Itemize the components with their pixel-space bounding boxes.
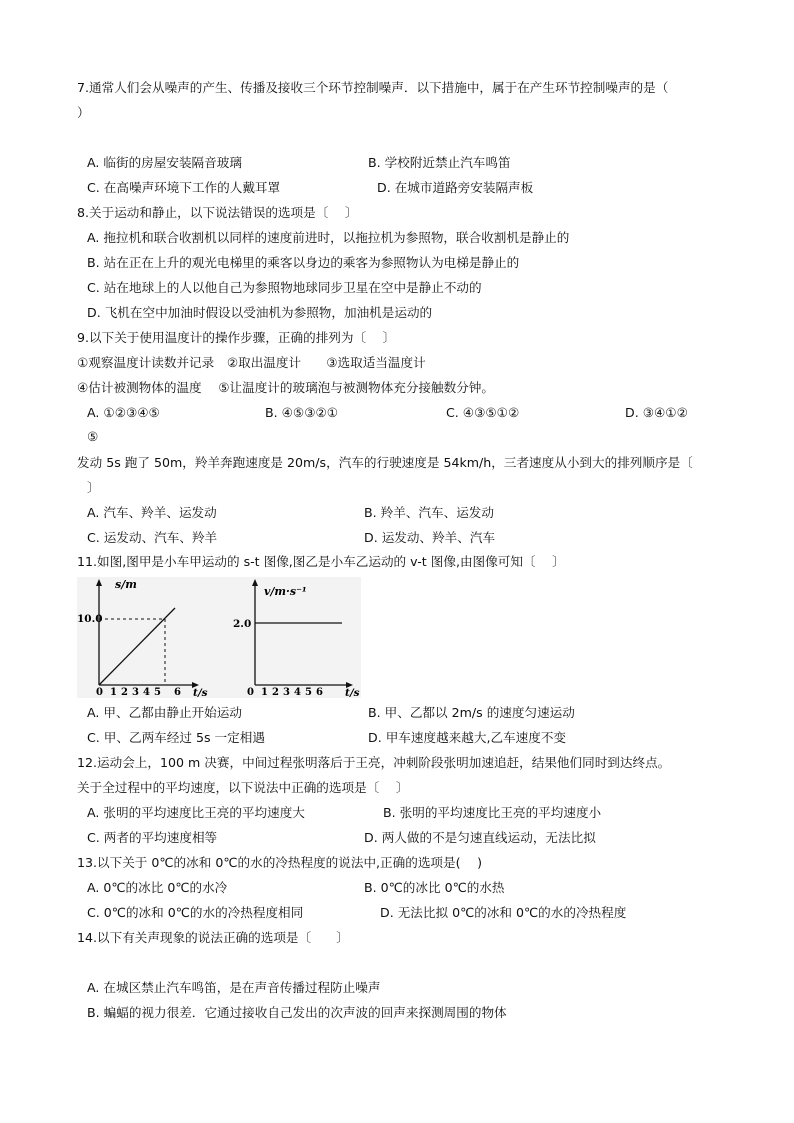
s-t-xtick-4: 4 (143, 687, 150, 698)
q7-option-c: C. 在高噪声环境下工作的人戴耳罩 (87, 180, 281, 195)
q7-option-b: B. 学校附近禁止汽车鸣笛 (368, 155, 511, 170)
q8-stem: 8.关于运动和静止，以下说法错误的选项是〔 〕 (77, 205, 358, 220)
v-t-graph (233, 579, 360, 698)
v-t-xtick-0: 0 (247, 687, 254, 698)
v-t-xtick-4: 4 (294, 687, 301, 698)
v-t-xtick-1: 1 (261, 687, 268, 698)
v-t-xtick-3: 3 (283, 687, 290, 698)
q8-option-c: C. 站在地球上的人以他自己为参照物地球同步卫星在空中是静止不动的 (87, 280, 482, 295)
q7-stem-line1: 7.通常人们会从噪声的产生、传播及接收三个环节控制噪声．以下措施中，属于在产生环节控制噪声的是（ (77, 80, 669, 95)
q11-option-d: D. 甲车速度越来越大,乙车速度不变 (368, 730, 567, 745)
v-t-y-arrow (252, 579, 258, 586)
q12-option-a: A. 张明的平均速度比王亮的平均速度大 (87, 805, 305, 820)
q8-option-b: B. 站在正在上升的观光电梯里的乘客以身边的乘客为参照物认为电梯是静止的 (87, 255, 520, 270)
q11-stem: 11.如图,图甲是小车甲运动的 s-t 图像,图乙是小车乙运动的 v-t 图像,由图像可知〔 〕 (77, 554, 565, 569)
q8-option-d: D. 飞机在空中加油时假设以受油机为参照物，加油机是运动的 (87, 305, 433, 320)
q13-option-c: C. 0℃的冰和 0℃的水的冷热程度相同 (87, 905, 304, 920)
q9-option-d: D. ③④①② (625, 405, 688, 420)
q11-graphs-figure (77, 577, 361, 698)
q10-option-d: D. 运发动、羚羊、汽车 (364, 530, 496, 545)
q13-option-d: D. 无法比拟 0℃的冰和 0℃的水的冷热程度 (380, 905, 627, 920)
q10-option-a: A. 汽车、羚羊、运发动 (87, 505, 217, 520)
q7-option-d: D. 在城市道路旁安装隔声板 (377, 180, 534, 195)
q13-option-b: B. 0℃的冰比 0℃的水热 (364, 880, 505, 895)
q12-stem-line2: 关于全过程中的平均速度，以下说法中正确的选项是〔 〕 (77, 780, 409, 795)
q9-option-d-wrap: ⑤ (87, 429, 99, 444)
q11-option-c: C. 甲、乙两车经过 5s 一定相遇 (87, 730, 265, 745)
q14-option-b: B. 蝙蝠的视力很差．它通过接收自己发出的次声波的回声来探测周围的物体 (87, 1005, 507, 1020)
v-t-xtick-2: 2 (272, 687, 279, 698)
q7-stem-line2: ） (77, 105, 90, 120)
q10-stem-line2: 〕 (87, 480, 100, 495)
q12-option-c: C. 两者的平均速度相等 (87, 830, 218, 845)
v-t-ylabel: v/m·s⁻¹ (264, 585, 307, 598)
s-t-line (99, 608, 175, 685)
q10-option-b: B. 羚羊、汽车、运发动 (364, 505, 494, 520)
s-t-xlabel: t/s (193, 687, 208, 698)
q9-option-b: B. ④⑤③②① (265, 405, 339, 420)
q9-steps-line1: ①观察温度计读数并记录 ②取出温度计 ③选取适当温度计 (77, 355, 426, 370)
q12-stem-line1: 12.运动会上，100 m 决赛，中间过程张明落后于王亮，冲刺阶段张明加速追赶，结果他们同时到达终点。 (77, 755, 671, 770)
q8-option-a: A. 拖拉机和联合收割机以同样的速度前进时，以拖拉机为参照物，联合收割机是静止的 (87, 230, 570, 245)
s-t-graph (77, 578, 208, 698)
q12-option-b: B. 张明的平均速度比王亮的平均速度小 (383, 805, 602, 820)
s-t-ylabel: s/m (115, 578, 137, 591)
s-t-xtick-6: 6 (174, 687, 181, 698)
v-t-xtick-6: 6 (316, 687, 323, 698)
v-t-xtick-5: 5 (305, 687, 312, 698)
s-t-xtick-2: 2 (121, 687, 128, 698)
q11-option-a: A. 甲、乙都由静止开始运动 (87, 705, 242, 720)
q9-option-a: A. ①②③④⑤ (87, 405, 160, 420)
q12-option-d: D. 两人做的不是匀速直线运动，无法比拟 (364, 830, 596, 845)
q9-steps-line2: ④估计被测物体的温度 ⑤让温度计的玻璃泡与被测物体充分接触数分钟。 (77, 380, 494, 395)
s-t-xtick-5: 5 (154, 687, 161, 698)
s-t-xtick-1: 1 (110, 687, 117, 698)
q14-option-a: A. 在城区禁止汽车鸣笛，是在声音传播过程防止噪声 (87, 980, 381, 995)
q13-option-a: A. 0℃的冰比 0℃的水冷 (87, 880, 228, 895)
q11-option-b: B. 甲、乙都以 2m/s 的速度匀速运动 (368, 705, 575, 720)
q10-option-c: C. 运发动、汽车、羚羊 (87, 530, 218, 545)
q14-stem: 14.以下有关声现象的说法正确的选项是〔 〕 (77, 930, 349, 945)
s-t-xtick-0: 0 (96, 687, 103, 698)
q13-stem: 13.以下关于 0℃的冰和 0℃的水的冷热程度的说法中,正确的选项是( ) (77, 855, 483, 870)
q7-option-a: A. 临街的房屋安装隔音玻璃 (87, 155, 242, 170)
v-t-ytick-2: 2.0 (233, 618, 252, 630)
v-t-xlabel: t/s (345, 687, 360, 698)
q10-stem-line1: 发动 5s 跑了 50m，羚羊奔跑速度是 20m/s，汽车的行驶速度是 54km/h，三者速度从小到大的排列顺序是〔 (77, 455, 693, 470)
q9-stem: 9.以下关于使用温度计的操作步骤，正确的排列为〔 〕 (77, 330, 396, 345)
s-t-xtick-3: 3 (132, 687, 139, 698)
s-t-ytick-10: 10.0 (77, 613, 103, 625)
q9-option-c: C. ④③⑤①② (446, 405, 520, 420)
q11-graphs-svg (77, 577, 361, 698)
s-t-y-arrow (96, 579, 102, 586)
